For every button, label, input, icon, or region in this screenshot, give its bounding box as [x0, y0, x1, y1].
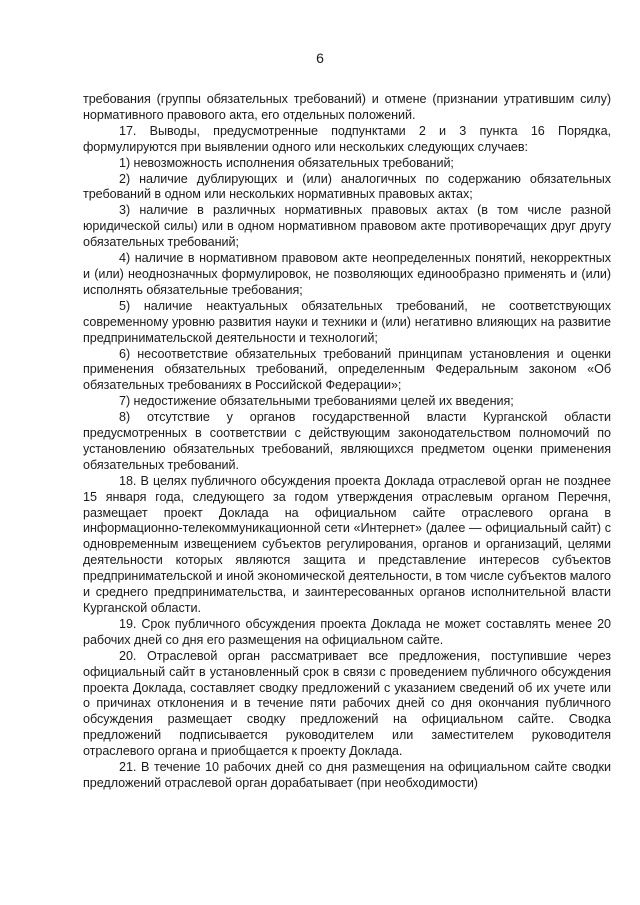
list-item-6: 6) несоответствие обязательных требований принципам установления и оценки применения обязательных требований, определенным Федеральным законом «Об обязательных требованиях в Российской Федерации»;: [83, 346, 611, 393]
page-number: 6: [316, 50, 324, 66]
document-body: [83, 92, 611, 792]
paragraph-18: 18. В целях публичного обсуждения проекта Доклада отраслевой орган не позднее 15 января года, следующего за годом утверждения отраслевым органом Перечня, размещает проект Доклада на официальном сайте отраслевого органа в информационно-телекоммуникационной сети «Интернет» (далее — официальный сайт) с одновременным извещением субъектов регулирования, органов и организаций, целями деятельности которых являются защита и представление интересов субъектов предпринимательской и иной экономической деятельности, в том числе субъектов малого и среднего предпринимательства, и заинтересованных органов исполнительной власти Курганской области.: [83, 473, 611, 615]
list-item-1: 1) невозможность исполнения обязательных требований;: [119, 155, 454, 170]
list-item-4: 4) наличие в нормативном правовом акте неопределенных понятий, некорректных и (или) неоднозначных формулировок, не позволяющих единообразно применять и (или) исполнять обязательные требования;: [83, 251, 611, 297]
paragraph-19: 19. Срок публичного обсуждения проекта Доклада не может составлять менее 20 рабочих дней со дня его размещения на официальном сайте.: [83, 616, 611, 647]
list-item-8: 8) отсутствие у органов государственной власти Курганской области предусмотренных в соответствии с действующим законодательством полномочий по установлению обязательных требований, являющихся предметом оценки применения обязательных требований.: [83, 410, 611, 472]
paragraph-20: 20. Отраслевой орган рассматривает все предложения, поступившие через официальный сайт в установленный срок в связи с проведением публичного обсуждения проекта Доклада, составляет сводку предложений с указанием сведений об их учете или о причинах отклонения и в течение пяти рабочих дней со дня окончания публичного обсуждения размещает сводку предложений на официальном сайте. Сводка предложений подписывается руководителем или заместителем руководителя отраслевого органа и приобщается к проекту Доклада.: [83, 648, 611, 759]
paragraph-21: 21. В течение 10 рабочих дней со дня размещения на официальном сайте сводки предложений отраслевой орган дорабатывает (при необходимости): [83, 760, 611, 790]
list-item-3: 3) наличие в различных нормативных правовых актах (в том числе разной юридической силы) или в одном нормативном правовом акте противоречащих друг другу обязательных требований;: [83, 203, 611, 250]
list-item-7: 7) недостижение обязательными требованиями целей их введения;: [119, 394, 514, 409]
list-item-2: 2) наличие дублирующих и (или) аналогичных по содержанию обязательных требований в одном или нескольких нормативных правовых актах;: [83, 171, 611, 202]
list-item-5: 5) наличие неактуальных обязательных требований, не соответствующих современному уровню развития науки и техники и (или) негативно влияющих на развитие предпринимательской деятельности и технологий;: [83, 298, 611, 345]
paragraph-continuation: требования (группы обязательных требований) и отмене (признании утратившим силу) нормативного правового акта, его отдельных положений.: [83, 92, 611, 122]
paragraph-17: 17. Выводы, предусмотренные подпунктами 2 и 3 пункта 16 Порядка, формулируются при выявлении одного или нескольких следующих случаев:: [83, 123, 611, 154]
